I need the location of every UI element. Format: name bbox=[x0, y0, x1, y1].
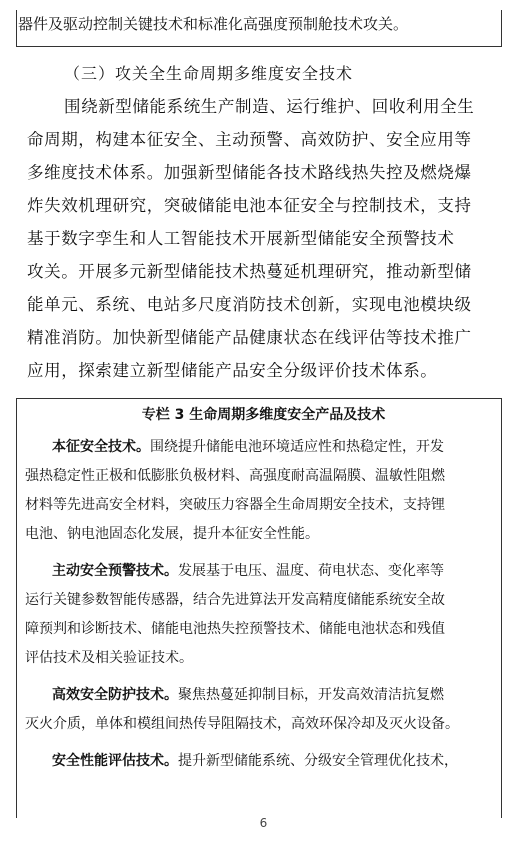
box-item-line: 主动安全预警技术。发展基于电压、温度、荷电状态、变化率等 bbox=[52, 563, 444, 579]
paragraph-line: 基于数字孪生和人工智能技术开展新型储能安全预警技术 bbox=[27, 229, 455, 248]
box-item-line: 本征安全技术。围绕提升储能电池环境适应性和热稳定性，开发 bbox=[52, 439, 444, 455]
paragraph-line: 命周期，构建本征安全、主动预警、高效防护、安全应用等 bbox=[27, 130, 472, 149]
box-item-line: 高效安全防护技术。聚焦热蔓延抑制目标，开发高效清洁抗复燃 bbox=[52, 687, 444, 703]
box-item-lead: 主动安全预警技术。 bbox=[52, 563, 178, 579]
section-heading: （三）攻关全生命周期多维度安全技术 bbox=[64, 64, 354, 83]
column-box-title: 专栏 3 生命周期多维度安全产品及技术 bbox=[141, 407, 386, 423]
paragraph-line: 能单元、系统、电站多尺度消防技术创新，实现电池模块级 bbox=[27, 295, 472, 314]
box-item-line: 障预判和诊断技术、储能电池热失控预警技术、储能电池状态和残值 bbox=[25, 621, 445, 637]
box-item-line: 电池、钠电池固态化发展，提升本征安全性能。 bbox=[25, 526, 319, 542]
paragraph-line: 多维度技术体系。加强新型储能各技术路线热失控及燃烧爆 bbox=[27, 163, 472, 182]
box-item-lead: 高效安全防护技术。 bbox=[52, 687, 178, 703]
box-item-line: 安全性能评估技术。提升新型储能系统、分级安全管理优化技术， bbox=[52, 753, 458, 769]
previous-box-text: 器件及驱动控制关键技术和标准化高强度预制舱技术攻关。 bbox=[18, 15, 409, 33]
box-item-line: 灭火介质，单体和模组间热传导阻隔技术，高效环保冷却及灭火设备。 bbox=[25, 716, 459, 732]
box-item-line: 评估技术及相关验证技术。 bbox=[25, 650, 193, 666]
box-item-lead: 安全性能评估技术。 bbox=[52, 753, 178, 769]
paragraph-line: 应用，探索建立新型储能产品安全分级评价技术体系。 bbox=[27, 361, 438, 380]
box-item-line: 运行关键参数智能传感器，结合先进算法开发高精度储能系统安全故 bbox=[25, 592, 445, 608]
paragraph-line: 围绕新型储能系统生产制造、运行维护、回收利用全生 bbox=[64, 97, 475, 116]
paragraph-line: 精准消防。加快新型储能产品健康状态在线评估等技术推广 bbox=[27, 328, 472, 347]
paragraph-line: 炸失效机理研究，突破储能电池本征安全与控制技术，支持 bbox=[27, 196, 472, 215]
page-number: 6 bbox=[259, 816, 268, 830]
box-item-lead: 本征安全技术。 bbox=[52, 439, 150, 455]
paragraph-line: 攻关。开展多元新型储能技术热蔓延机理研究，推动新型储 bbox=[27, 262, 472, 281]
box-item-line: 材料等先进高安全材料，突破压力容器全生命周期安全技术，支持锂 bbox=[25, 497, 445, 513]
box-item-line: 强热稳定性正极和低膨胀负极材料、高强度耐高温隔膜、温敏性阻燃 bbox=[25, 468, 445, 484]
